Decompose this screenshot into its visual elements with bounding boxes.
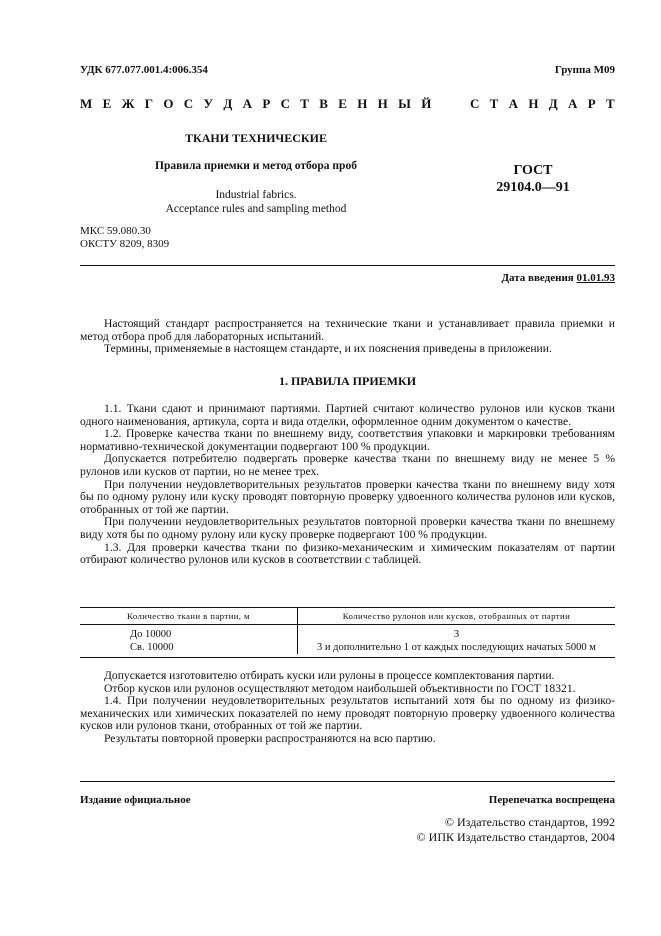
section-paragraph: Допускается потребителю подвергать проверке качества ткани по внешнему виду не менее 5 % рулонов или кусков от партии, но не менее трех. [80, 452, 615, 478]
banner-letter: В [319, 96, 328, 111]
mks-code: МКС 59.080.30 [80, 225, 151, 237]
table-header-quantity: Количество ткани в партии, м [80, 608, 298, 625]
document-subtitle: Правила приемки и метод отбора проб [155, 160, 357, 172]
banner-letter: Е [102, 96, 112, 111]
table-cell-pieces [298, 625, 616, 655]
banner-letter: Ж [121, 96, 135, 111]
banner-letter: Т [489, 96, 499, 111]
gost-code: 29104.0—91 [496, 180, 570, 195]
banner-letter: Н [528, 96, 539, 111]
banner-letter: Р [587, 96, 596, 111]
banner-letter: Ы [398, 96, 411, 111]
banner-letter: Р [262, 96, 271, 111]
banner-letter: Д [548, 96, 558, 111]
section-paragraph: При получении неудовлетворительных результатов повторной проверки качества ткани по внешнему виду хотя бы по одному рулону или куску проверке подвергают 100 % продукции. [80, 515, 615, 541]
intro-text [80, 318, 615, 356]
body-paragraph: Результаты повторной проверки распространяются на всю партию. [104, 731, 436, 745]
section-heading: 1. ПРАВИЛА ПРИЕМКИ [278, 374, 417, 388]
official-edition-note: Издание официальное [80, 794, 191, 806]
quantity-value: Св. 10000 [130, 641, 174, 653]
english-title [80, 188, 432, 216]
banner-letter: Е [338, 96, 347, 111]
intro-paragraph: Настоящий стандарт распространяется на технические ткани и устанавливает правила приемки и метод отбора проб для лабораторных испытаний. [80, 317, 615, 343]
gost-number [478, 162, 588, 196]
banner-letter: С [280, 96, 290, 111]
reprint-prohibited-note: Перепечатка воспрещена [488, 794, 615, 806]
body-paragraph: Допускается изготовителю отбирать куски или рулоны в процессе комплектования партии. [104, 669, 555, 682]
banner-word-gap [442, 96, 460, 112]
table-cell-quantity [80, 625, 298, 655]
table-row [80, 625, 615, 655]
english-title-line-1: Industrial fabrics. [215, 189, 297, 201]
sampling-table [80, 607, 615, 654]
banner-letter: С [183, 96, 194, 111]
pieces-value: 3 [453, 629, 460, 640]
intro-paragraph: Термины, применяемые в настоящем стандарте, и их пояснения приведены в приложении. [104, 342, 552, 356]
copyright-block [417, 815, 615, 845]
banner-letter: А [568, 96, 578, 111]
body-paragraph: 1.4. При получении неудовлетворительных результатов испытаний хотя бы по одному из физико-механических или химических показателей по нему проводят повторную проверку удвоенного количества кусков или рулонов ткани, отобранных от той же партии. [80, 694, 615, 733]
banner-letter: Д [223, 96, 233, 111]
table-header-pieces: Количество рулонов или кусков, отобранных от партии [298, 608, 616, 625]
section-body [80, 403, 615, 567]
banner-letter: Н [377, 96, 388, 111]
copyright-line: © ИПК Издательство стандартов, 2004 [416, 830, 615, 844]
banner-letter: Г [144, 96, 154, 111]
banner-letter: А [242, 96, 252, 111]
banner-letter: Н [357, 96, 368, 111]
banner-letter: Т [606, 96, 615, 111]
section-paragraph: При получении неудовлетворительных результатов проверки качества ткани по внешнему виду хотя бы по одному рулону или куску проводят повторную проверку удвоенного количества рулонов или кусков, отобранных от той же партии. [80, 477, 615, 516]
table-header-row [80, 608, 615, 625]
section-paragraph: 1.3. Для проверки качества ткани по физико-механическим и химическим показателям от партии отбирают количество рулонов или кусков в соответствии с таблицей. [80, 540, 615, 567]
udk-code: УДК 677.077.001.4:006.354 [80, 64, 208, 76]
after-table-text [80, 670, 615, 746]
banner-letter: О [163, 96, 174, 111]
banner-letter: А [508, 96, 519, 111]
okstu-code: ОКСТУ 8209, 8309 [80, 238, 170, 250]
table-bottom-rule [80, 657, 615, 658]
banner-letter: С [469, 96, 480, 111]
quantity-value: До 10000 [130, 629, 172, 640]
section-paragraph: 1.1. Ткани сдают и принимают партиями. Партией считают количество рулонов или кусков ткани одного наименования, артикула, сорта и вида отделки, оформленное одним документом о качестве. [80, 402, 615, 428]
english-title-line-2: Acceptance rules and sampling method [165, 203, 347, 215]
section-paragraph: 1.2. Проверке качества ткани по внешнему виду, соответствия упаковки и маркировки требованиям нормативно-технической документации подвергают 100 % продукции. [80, 427, 615, 453]
document-title: ТКАНИ ТЕХНИЧЕСКИЕ [185, 131, 327, 145]
banner-letter: М [80, 96, 93, 111]
footer-divider [80, 781, 615, 782]
gost-label: ГОСТ [513, 163, 553, 178]
group-code: Группа М09 [554, 64, 615, 76]
banner-letter: Т [300, 96, 309, 111]
body-paragraph: Отбор кусков или рулонов осуществляют методом наибольшей объективности по ГОСТ 18321. [104, 681, 576, 695]
effective-date [501, 272, 615, 284]
header-divider [80, 265, 615, 266]
effective-date-label: Дата введения [501, 272, 574, 284]
pieces-value: 3 и дополнительно 1 от каждых последующих начатых 5000 м [317, 641, 596, 653]
effective-date-value: 01.01.93 [576, 272, 615, 284]
copyright-line: © Издательство стандартов, 1992 [444, 815, 615, 829]
banner-letter: У [203, 96, 214, 111]
classification-codes [80, 225, 169, 251]
standard-type-banner [80, 96, 615, 112]
banner-letter: Й [421, 96, 432, 111]
